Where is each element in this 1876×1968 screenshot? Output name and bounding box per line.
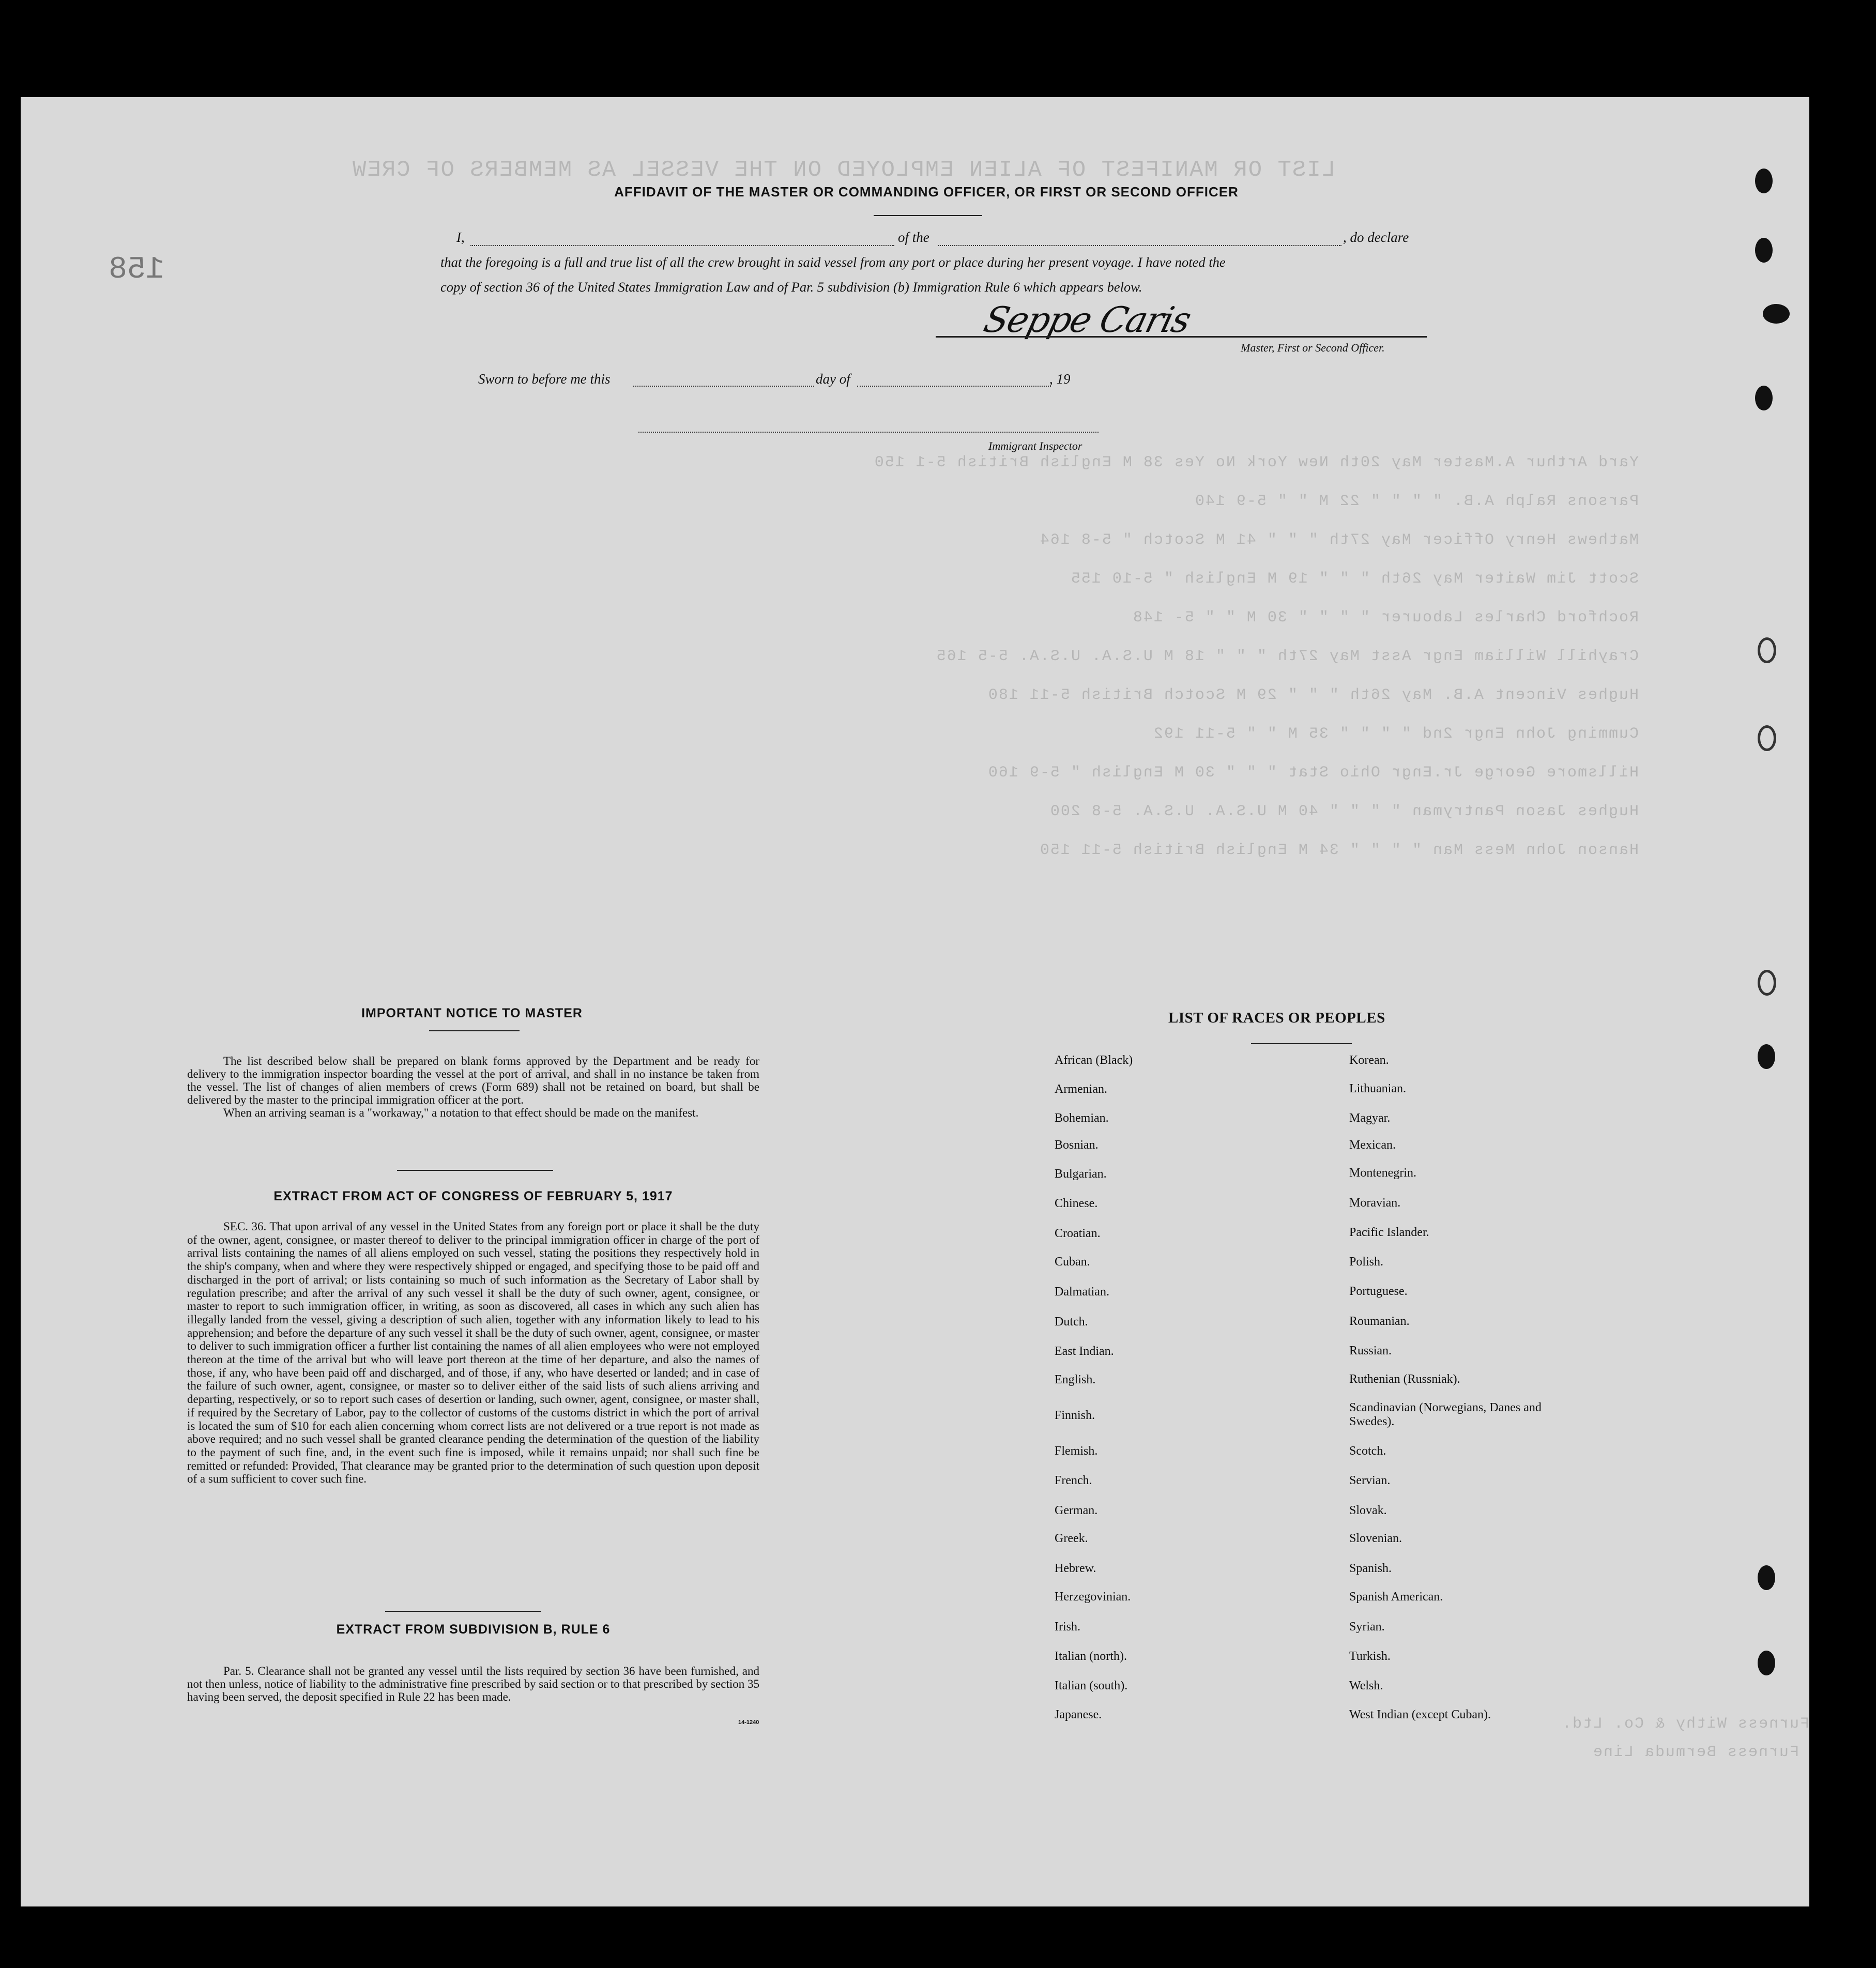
race-item: Cuban. <box>1055 1255 1090 1269</box>
signature-line <box>936 336 1427 338</box>
race-item: Mexican. <box>1349 1138 1396 1152</box>
race-item: Welsh. <box>1349 1679 1383 1692</box>
race-item: Scandinavian (Norwegians, Danes and Swedes). <box>1349 1401 1542 1428</box>
race-item: Polish. <box>1349 1255 1384 1269</box>
sworn-month-blank <box>857 386 1051 387</box>
bleed-footer-line: Furness Bermuda Line <box>1592 1744 1799 1761</box>
notice-title: IMPORTANT NOTICE TO MASTER <box>361 1006 583 1020</box>
race-item: Herzegovinian. <box>1055 1590 1131 1604</box>
race-item: Finnish. <box>1055 1409 1095 1422</box>
race-item: German. <box>1055 1504 1098 1517</box>
bleed-row: Hughes Vincent A.B. May 26th " " " 29 M Scotch British 5-11 180 <box>987 686 1639 704</box>
race-item: Dutch. <box>1055 1315 1088 1329</box>
race-item: Servian. <box>1349 1474 1391 1487</box>
races-title-rule <box>1251 1043 1352 1044</box>
races-title: LIST OF RACES OR PEOPLES <box>1168 1010 1385 1026</box>
race-item: Bosnian. <box>1055 1138 1099 1152</box>
binder-hole <box>1758 1565 1775 1590</box>
sworn-day-blank <box>633 386 814 387</box>
race-item: Bohemian. <box>1055 1111 1109 1125</box>
race-item: Dalmatian. <box>1055 1285 1109 1299</box>
binder-hole <box>1755 238 1773 263</box>
notice-rule <box>429 1030 520 1031</box>
race-item: Turkish. <box>1349 1650 1391 1663</box>
affidavit-name-blank <box>470 245 894 246</box>
race-item: Hebrew. <box>1055 1562 1096 1575</box>
binder-hole <box>1758 1651 1775 1675</box>
affidavit-line3: copy of section 36 of the United States Immigration Law and of Par. 5 subdivision (b) Immigration Rule 6 which appears below. <box>440 279 1142 295</box>
rule-extract-body <box>187 1665 759 1703</box>
race-item: Irish. <box>1055 1620 1080 1634</box>
race-item: Scotch. <box>1349 1444 1386 1458</box>
race-item: Italian (south). <box>1055 1679 1128 1692</box>
affidavit-title: AFFIDAVIT OF THE MASTER OR COMMANDING OFFICER, OR FIRST OR SECOND OFFICER <box>614 184 1239 200</box>
race-item: Flemish. <box>1055 1444 1098 1458</box>
bleed-row: Cumming John Engr 2nd " " " " 35 M " " 5-11 192 <box>1152 725 1639 743</box>
bleed-row: Yard Arthur A.Master May 20th New York No Yes 38 M English British 5-1 150 <box>873 454 1639 471</box>
race-item: Spanish. <box>1349 1562 1392 1575</box>
binder-hole <box>1755 169 1773 193</box>
binder-hole <box>1758 970 1776 996</box>
rule-extract-title: EXTRACT FROM SUBDIVISION B, RULE 6 <box>336 1622 611 1637</box>
race-item: East Indian. <box>1055 1345 1114 1358</box>
sworn-day-of: day of <box>816 371 850 387</box>
bleed-row: Hanson John Mess Man " " " " 34 M English British 5-11 150 <box>1039 842 1639 859</box>
affidavit-vessel-blank <box>938 245 1341 246</box>
race-item: Chinese. <box>1055 1197 1098 1210</box>
notice-paragraph: The list described below shall be prepared on blank forms approved by the Department and be ready for delivery to the immigration inspector boarding the vessel at the port of arrival, and shall in no instance be taken from the vessel. The list of changes of alien members of crews (Form 689) shall not be retained on board, but shall be delivered by the master to the principal immigration officer at the port. <box>187 1055 759 1106</box>
bleed-row: Scott Jim Waiter May 26th " " " 19 M English " 5-10 155 <box>1070 570 1639 588</box>
race-item: Syrian. <box>1349 1620 1385 1634</box>
race-item: Armenian. <box>1055 1082 1107 1096</box>
binder-hole <box>1758 725 1776 751</box>
affidavit-title-rule <box>874 215 982 216</box>
race-item: African (Black) <box>1055 1054 1133 1067</box>
act-extract-title: EXTRACT FROM ACT OF CONGRESS OF FEBRUARY 5, 1917 <box>273 1189 673 1203</box>
bleed-row: Rochford Charles Labourer " " " " 30 M " " 5- 148 <box>1132 609 1639 627</box>
affidavit-of-the: of the <box>898 230 929 245</box>
bleed-through-rows <box>140 454 1639 997</box>
bleed-row: Hughes Jason Pantryman " " " " 40 M U.S.A. U.S.A. 5-8 200 <box>1049 803 1639 820</box>
affidavit-i: I, <box>456 230 465 245</box>
race-item: Slovak. <box>1349 1504 1387 1517</box>
race-item: Roumanian. <box>1349 1315 1410 1328</box>
form-number: 14-1240 <box>738 1719 759 1726</box>
bleed-row: Parsons Ralph A.B. " " " " 22 M " " 5-9 140 <box>1194 493 1639 510</box>
affidavit-line2: that the foregoing is a full and true list of all the crew brought in said vessel from any port or place during her present voyage. I have noted the <box>440 254 1226 270</box>
bleed-footer-line: Furness Withy & Co. Ltd. <box>1561 1715 1810 1733</box>
race-item: Greek. <box>1055 1532 1088 1545</box>
affidavit-declare: , do declare <box>1343 230 1409 245</box>
race-item: Montenegrin. <box>1349 1166 1416 1180</box>
race-item: Russian. <box>1349 1344 1392 1357</box>
race-item: Moravian. <box>1349 1196 1401 1210</box>
bleed-row: Crayhill William Engr Asst May 27th " " " 18 M U.S.A. U.S.A. 5-5 165 <box>935 648 1639 665</box>
inspector-signature-blank <box>638 432 1099 433</box>
race-item: Korean. <box>1349 1054 1389 1067</box>
race-item: Spanish American. <box>1349 1590 1443 1604</box>
section-divider <box>397 1170 553 1171</box>
bleed-row: Hillsmore George Jr.Engr Ohio Stat " " " 30 M English " 5-9 160 <box>987 764 1639 782</box>
act-extract-body <box>187 1220 759 1486</box>
notice-paragraph: When an arriving seaman is a "workaway," a notation to that effect should be made on the manifest. <box>223 1106 699 1119</box>
binder-hole <box>1758 1044 1775 1069</box>
race-item: French. <box>1055 1474 1092 1487</box>
margin-number: 158 <box>109 252 165 287</box>
race-item: Ruthenian (Russniak). <box>1349 1372 1460 1386</box>
race-item: Portuguese. <box>1349 1285 1408 1298</box>
race-item: Pacific Islander. <box>1349 1226 1429 1239</box>
race-item: Lithuanian. <box>1349 1082 1406 1095</box>
binder-hole <box>1758 637 1776 663</box>
sworn-prefix: Sworn to before me this <box>478 371 611 387</box>
binder-hole <box>1763 304 1790 324</box>
manifest-page <box>21 97 1809 1906</box>
act-extract-text: SEC. 36. That upon arrival of any vessel in the United States from any foreign port or place it shall be the duty of the owner, agent, consignee, or master thereof to deliver to the principal immigration officer in charge of the port of arrival lists containing the names of all aliens employed on such vessel, stating the positions they respectively hold in the ship's company, when and where they were respectively shipped or engaged, and specifying those to be paid off and discharged in the port of arrival; or lists containing so much of such information as the Secretary of Labor shall by regulation prescribe; and after the arrival of any such vessel it shall be the duty of such owner, agent, consignee, or master to report to such immigration officer, in writing, as soon as discovered, all cases in which any such alien has illegally landed from the vessel, giving a description of such alien, together with any information likely to lead to his apprehension; and before the departure of any such vessel it shall be the duty of such owner, agent, consignee, or master to deliver to such immigration officer a further list containing the names of all alien employees who were not employed thereon at the time of the arrival but who will leave port thereon at the time of her departure, and also the names of those, if any, who have been paid off and discharged, and of those, if any, who have deserted or landed; and in case of the failure of such owner, agent, consignee, or master so to deliver either of the said lists of such aliens arriving and departing, respectively, or so to report such cases of desertion or landing, such owner, agent, consignee, or master shall, if required by the Secretary of Labor, pay to the collector of customs of the customs district in which the port of arrival is located the sum of $10 for each alien concerning whom correct lists are not delivered or a true report is not made as above required; and no such vessel shall be granted clearance pending the determination of the question of the liability to the payment of such fine, and, in the event such fine is imposed, while it remains unpaid; nor shall such fine be remitted or refunded: Provided, That clearance may be granted prior to the determination of such question upon deposit of a sum sufficient to cover such fine. <box>187 1220 759 1486</box>
race-item: English. <box>1055 1373 1096 1386</box>
race-item: Japanese. <box>1055 1708 1102 1721</box>
sworn-year: , 19 <box>1049 371 1071 387</box>
race-item: Croatian. <box>1055 1227 1101 1240</box>
race-item: Italian (north). <box>1055 1650 1127 1663</box>
notice-body <box>187 1055 759 1119</box>
binder-hole <box>1755 386 1773 410</box>
signature-caption: Master, First or Second Officer. <box>1241 341 1385 354</box>
race-item: Magyar. <box>1349 1111 1391 1125</box>
bleed-row: Mathews Henry Officer May 27th " " " 41 M Scotch " 5-8 164 <box>1039 531 1639 549</box>
race-item: West Indian (except Cuban). <box>1349 1708 1491 1721</box>
bleed-through-title: LIST OR MANIFEST OF ALIEN EMPLOYED ON THE VESSEL AS MEMBERS OF CREW <box>352 157 1336 183</box>
rule-extract-text: Par. 5. Clearance shall not be granted any vessel until the lists required by section 36 have been furnished, and not then unless, notice of liability to the administrative fine prescribed by said section or to that prescribed by section 35 having been served, the deposit specified in Rule 22 has been made. <box>187 1665 759 1703</box>
race-item: Slovenian. <box>1349 1532 1402 1545</box>
inspector-caption: Immigrant Inspector <box>988 439 1082 452</box>
signature: Seppe Caris <box>980 300 1195 341</box>
section-divider <box>385 1611 541 1612</box>
race-item: Bulgarian. <box>1055 1167 1107 1181</box>
